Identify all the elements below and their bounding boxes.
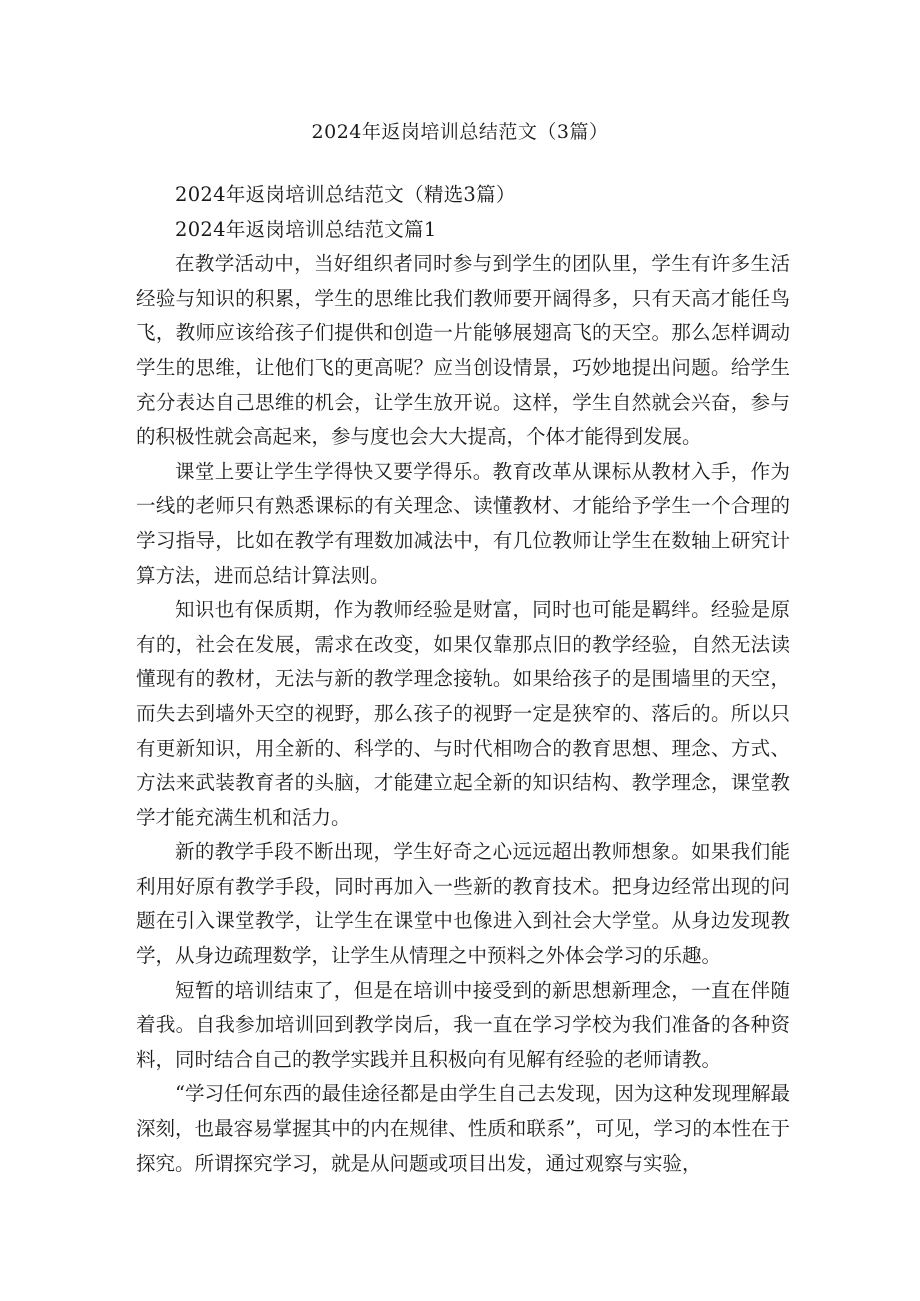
body-paragraph: 在教学活动中，当好组织者同时参与到学生的团队里，学生有许多生活经验与知识的积累，学生的思维比我们教师要开阔得多，只有天高才能任鸟飞，教师应该给孩子们提供和创造一片能够展翅高飞的天空。那么怎样调动学生的思维，让他们飞的更高呢？应当创设情景，巧妙地提出问题。给学生充分表达自己思维的机会，让学生放开说。这样，学生自然就会兴奋，参与的积极性就会高起来，参与度也会大大提高，个体才能得到发展。 [136, 252, 790, 449]
body-paragraph: 课堂上要让学生学得快又要学得乐。教育改革从课标从教材入手，作为一线的老师只有熟悉课标的有关理念、读懂教材、才能给予学生一个合理的学习指导，比如在教学有理数加减法中，有几位教师让学生在数轴上研究计算方法，进而总结计算法则。 [136, 459, 790, 587]
document-title: 2024年返岗培训总结范文（3篇） [311, 121, 609, 143]
body-paragraph: 新的教学手段不断出现，学生好奇之心远远超出教师想象。如果我们能利用好原有教学手段，同时再加入一些新的教育技术。把身边经常出现的问题在引入课堂教学，让学生在课堂中也像进入到社会大学堂。从身边发现教学，从身边疏理数学，让学生从情理之中预料之外体会学习的乐趣。 [136, 840, 790, 968]
body-paragraph: “学习任何东西的最佳途径都是由学生自己去发现，因为这种发现理解最深刻，也最容易掌握其中的内在规律、性质和联系”，可见，学习的本性在于探究。所谓探究学习，就是从问题或项目出发，通过观察与实验， [136, 1082, 790, 1175]
document-body [136, 178, 790, 1181]
section-heading: 2024年返岗培训总结范文篇1 [175, 217, 437, 241]
body-paragraph: 知识也有保质期，作为教师经验是财富，同时也可能是羁绊。经验是原有的，社会在发展，需求在改变，如果仅靠那点旧的教学经验，自然无法读懂现有的教材，无法与新的教学理念接轨。如果给孩子的是围墙里的天空，而失去到墙外天空的视野，那么孩子的视野一定是狭窄的、落后的。所以只有更新知识，用全新的、科学的、与时代相吻合的教育思想、理念、方式、方法来武装教育者的头脑，才能建立起全新的知识结构、教学理念，课堂教学才能充满生机和活力。 [136, 598, 790, 829]
body-paragraph: 短暂的培训结束了，但是在培训中接受到的新思想新理念，一直在伴随着我。自我参加培训回到教学岗后，我一直在学习学校为我们准备的各种资料，同时结合自己的教学实践并且积极向有见解有经验的老师请教。 [136, 978, 790, 1071]
document-subtitle: 2024年返岗培训总结范文（精选3篇） [175, 183, 516, 206]
